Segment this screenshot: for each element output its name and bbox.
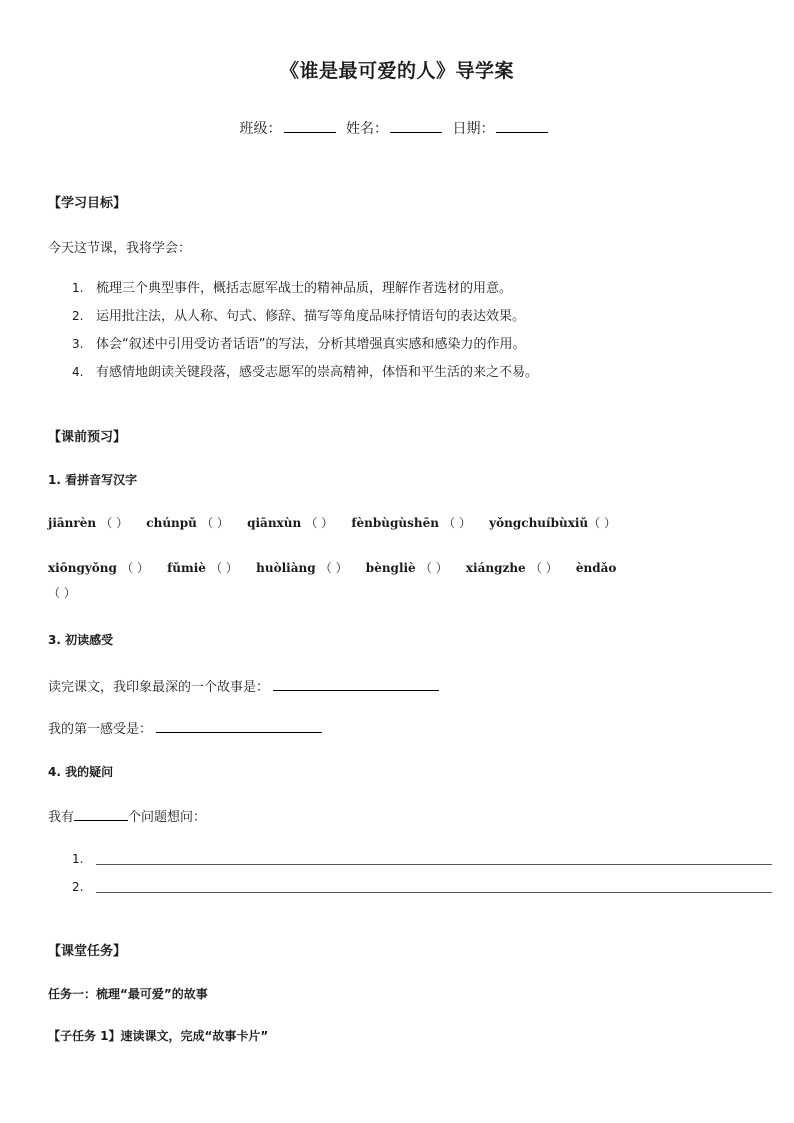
first-feeling-blank[interactable] [156,718,322,733]
objective-number: 3. [72,337,84,351]
question-number: 2. [72,880,84,894]
pinyin-text: bèngliè [365,561,416,575]
question-count-line [48,806,206,825]
pinyin-item[interactable] [48,516,128,530]
pinyin-item[interactable] [366,561,448,575]
objective-item [72,335,538,363]
first-feeling-label: 我的第一感受是： [48,722,153,737]
task-one-title: 任务一：梳理“最可爱”的故事 [48,987,208,1001]
objective-number: 2. [72,309,84,323]
answer-paren: （ ） [210,561,238,575]
answer-paren: （ ） [305,516,334,530]
pinyin-row-3 [48,584,76,601]
answer-paren: （ ） [201,516,229,530]
impression-story-blank[interactable] [273,676,439,691]
objective-text: 体会“叙述中引用受访者话语”的写法，分析其增强真实感和感染力的作用。 [96,337,526,352]
objective-number: 4. [72,365,84,379]
pinyin-item[interactable] [576,561,617,575]
answer-paren: （ ） [100,516,129,530]
objective-item [72,279,538,307]
date-blank[interactable] [496,118,548,133]
answer-rule [96,864,772,865]
objective-number: 1. [72,281,84,295]
subtask-one-title: 【子任务 1】速读课文，完成“故事卡片” [48,1029,269,1043]
questions-title: 4. 我的疑问 [48,765,114,779]
answer-paren: （ ） [319,561,348,575]
answer-paren: （ ） [121,561,149,575]
answer-paren: （ ） [443,516,471,530]
class-blank[interactable] [284,118,336,133]
answer-rule [96,892,772,893]
pinyin-row-2 [48,559,616,576]
answer-paren: （ ） [419,561,448,575]
question-line-2[interactable] [72,880,772,896]
objective-text: 梳理三个典型事件，概括志愿军战士的精神品质，理解作者选材的用意。 [96,281,513,296]
pinyin-item[interactable] [256,561,347,575]
objectives-list [72,279,538,391]
pinyin-text: xiōngyǒng [48,561,117,575]
pinyin-item[interactable] [489,516,616,530]
pinyin-item[interactable] [351,516,471,530]
objectives-heading: 【学习目标】 [48,196,127,211]
question-count-blank[interactable] [74,806,128,821]
date-label: 日期： [452,121,495,137]
objective-text: 有感情地朗读关键段落，感受志愿军的崇高精神，体悟和平生活的来之不易。 [96,365,539,380]
answer-paren: （ ） [588,516,616,530]
preview-heading: 【课前预习】 [48,430,127,445]
question-count-tail: 个问题想问： [128,810,207,825]
answer-paren: （ ） [529,561,558,575]
pinyin-text: fènbùgùshēn [351,516,439,530]
class-task-heading: 【课堂任务】 [48,944,127,959]
objective-item [72,363,538,391]
page-title: 《谁是最可爱的人》导学案 [279,60,514,82]
pinyin-row-1 [48,514,616,531]
question-count-label: 我有 [48,810,75,825]
first-feeling-line [48,718,322,737]
objective-text: 运用批注法，从人称、句式、修辞、描写等角度品味抒情语句的表达效果。 [96,309,526,324]
pinyin-item[interactable] [466,561,558,575]
objective-item [72,307,538,335]
answer-paren[interactable]: （ ） [48,586,76,600]
pinyin-text: jiānrèn [48,516,97,530]
pinyin-item[interactable] [247,516,333,530]
pinyin-text: yǒngchuíbùxiǔ [489,516,589,530]
objectives-intro: 今天这节课，我将学会： [48,241,192,256]
impression-story-line [48,676,439,695]
pinyin-text: qiānxùn [247,516,302,530]
class-label: 班级： [239,121,282,137]
pinyin-text: huòliàng [256,561,316,575]
impression-story-label: 读完课文，我印象最深的一个故事是： [48,680,270,695]
question-line-1[interactable] [72,852,772,868]
pinyin-text: chúnpǔ [146,516,197,530]
pinyin-text: xiángzhe [465,561,526,575]
name-blank[interactable] [390,118,442,133]
pinyin-item[interactable] [48,561,149,575]
pinyin-text: fǔmiè [167,561,206,575]
pinyin-item[interactable] [146,516,229,530]
pinyin-text: èndǎo [575,561,617,575]
student-info-line [0,118,794,138]
pinyin-item[interactable] [167,561,238,575]
pinyin-question-title: 1. 看拼音写汉字 [48,473,138,487]
name-label: 姓名： [346,121,388,137]
question-number: 1. [72,852,84,866]
first-impression-title: 3. 初读感受 [48,633,114,647]
